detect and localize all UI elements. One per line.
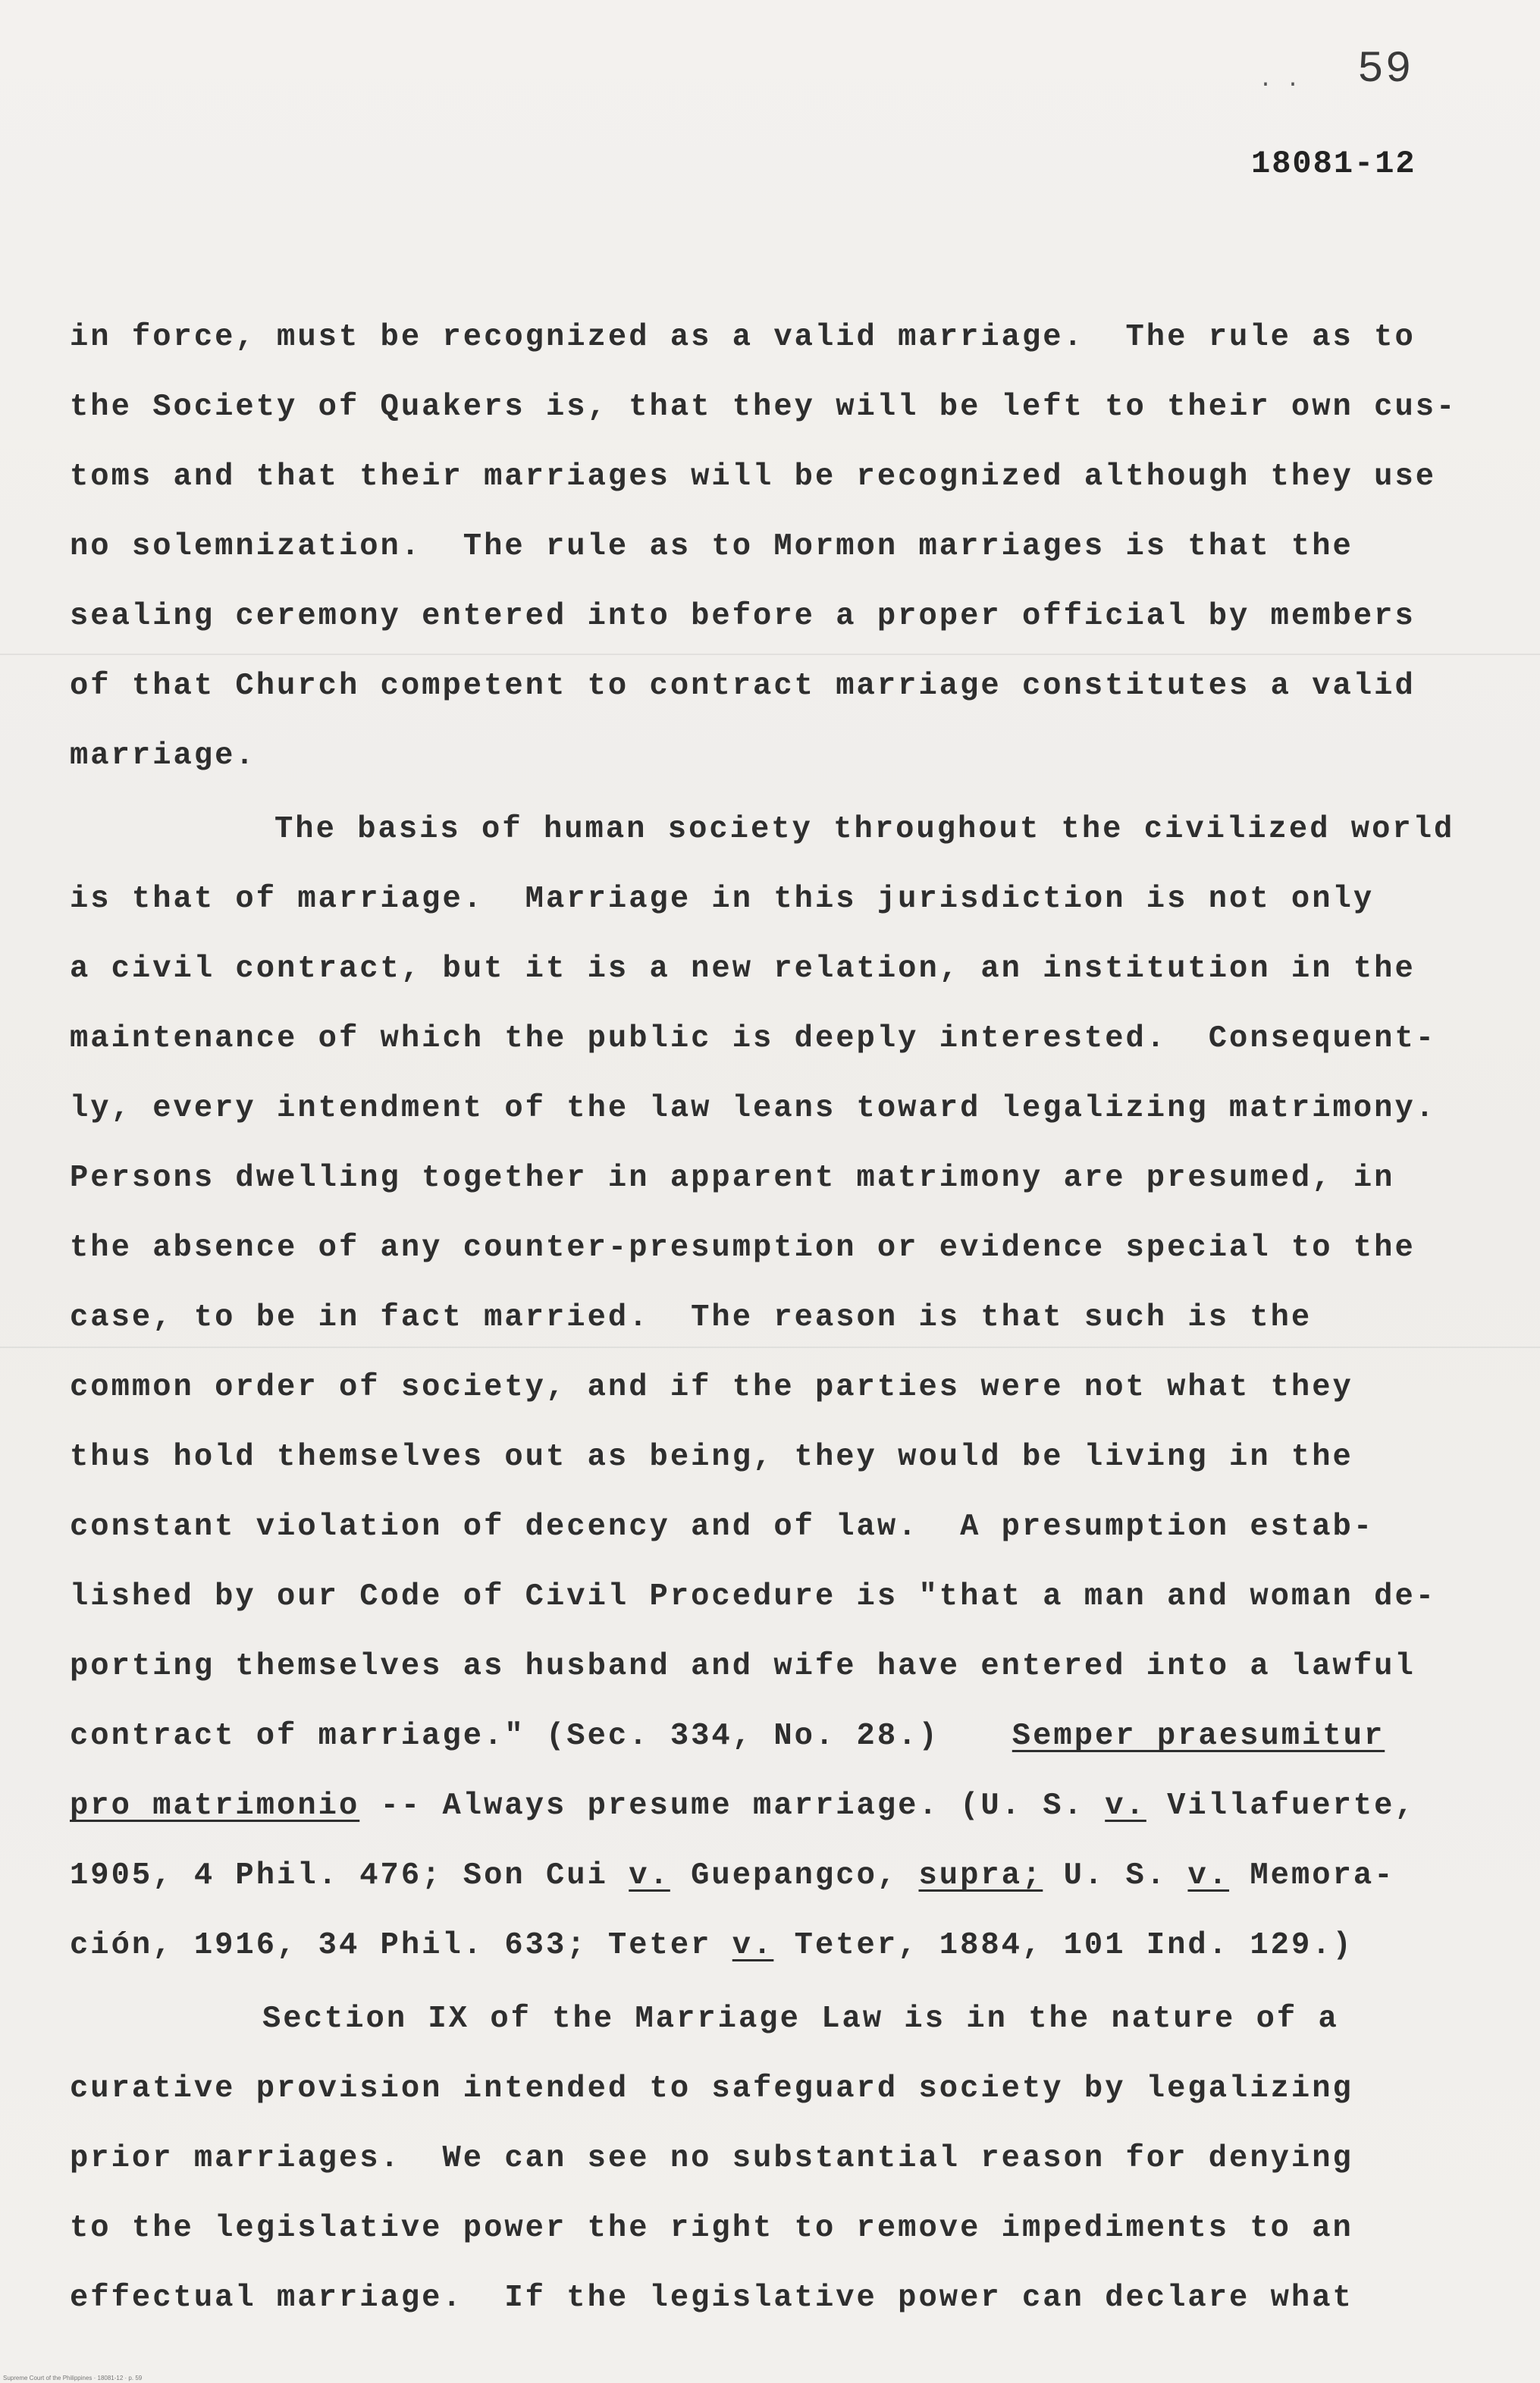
scan-footer-tag: Supreme Court of the Philippines · 18081-12 · p. 59: [3, 2375, 143, 2381]
latin-maxim: Semper praesumitur: [1012, 1719, 1385, 1754]
text-line: The basis of human society throughout the civilized world: [274, 812, 1455, 847]
text-line: toms and that their marriages will be recognized although they use: [70, 459, 1437, 494]
text-segment: Villafuerte,: [1146, 1789, 1416, 1823]
document-number: 18081-12: [1251, 146, 1416, 182]
text-line: is that of marriage. Marriage in this jurisdiction is not only: [70, 882, 1375, 917]
latin-maxim-continued: pro matrimonio: [70, 1789, 360, 1823]
text-segment: ción, 1916, 34 Phil. 633; Teter: [70, 1928, 732, 1963]
text-line: Persons dwelling together in apparent matrimony are presumed, in: [70, 1161, 1395, 1196]
text-line: [70, 1858, 1395, 1893]
text-line: the Society of Quakers is, that they will be left to their own cus-: [70, 390, 1457, 425]
text-line: [70, 1930, 1353, 1961]
versus-abbrev: v.: [629, 1858, 670, 1893]
text-line: in force, must be recognized as a valid marriage. The rule as to: [70, 320, 1416, 355]
text-segment: 1905, 4 Phil. 476; Son Cui: [70, 1858, 629, 1893]
page-number: 59: [1357, 45, 1413, 95]
versus-abbrev: v.: [1187, 1858, 1230, 1893]
text-line: case, to be in fact married. The reason is that such is the: [70, 1300, 1313, 1335]
text-line: ly, every intendment of the law leans toward legalizing matrimony.: [70, 1091, 1437, 1126]
text-line: effectual marriage. If the legislative power can declare what: [70, 2281, 1353, 2316]
fold-line: [0, 654, 1540, 655]
text-line: porting themselves as husband and wife have entered into a lawful: [70, 1649, 1416, 1684]
text-segment: contract of marriage." (Sec. 334, No. 28.): [70, 1719, 939, 1754]
text-line: thus hold themselves out as being, they would be living in the: [70, 1440, 1353, 1475]
text-line: Section IX of the Marriage Law is in the nature of a: [262, 2002, 1339, 2037]
text-line: the absence of any counter-presumption or evidence special to the: [70, 1231, 1416, 1265]
text-segment: U. S.: [1043, 1858, 1188, 1893]
text-line: sealing ceremony entered into before a proper official by members: [70, 599, 1416, 634]
versus-abbrev: v.: [732, 1928, 774, 1963]
text-line: of that Church competent to contract marriage constitutes a valid: [70, 669, 1416, 704]
text-segment: Guepangco,: [670, 1858, 919, 1893]
text-segment: -- Always presume marriage. (U. S.: [359, 1789, 1106, 1823]
versus-abbrev: v.: [1105, 1789, 1146, 1823]
text-line: no solemnization. The rule as to Mormon marriages is that the: [70, 529, 1353, 564]
text-line: [70, 1721, 1385, 1752]
text-line: lished by our Code of Civil Procedure is "that a man and woman de-: [70, 1579, 1437, 1614]
text-line: to the legislative power the right to remove impediments to an: [70, 2211, 1353, 2246]
text-line: constant violation of decency and of law. A presumption estab-: [70, 1510, 1375, 1544]
text-segment: Memora-: [1229, 1858, 1395, 1893]
text-line: common order of society, and if the parties were not what they: [70, 1370, 1353, 1405]
text-line: a civil contract, but it is a new relation, an institution in the: [70, 952, 1416, 986]
text-line: marriage.: [70, 738, 256, 773]
text-line: maintenance of which the public is deeply interested. Consequent-: [70, 1021, 1437, 1056]
text-line: curative provision intended to safeguard society by legalizing: [70, 2071, 1353, 2106]
margin-marks: · ·: [1259, 72, 1300, 98]
text-segment: Teter, 1884, 101 Ind. 129.): [773, 1928, 1353, 1963]
text-line: [70, 1791, 1416, 1822]
supra-ref: supra;: [918, 1858, 1043, 1893]
fold-line: [0, 1347, 1540, 1348]
text-line: prior marriages. We can see no substantial reason for denying: [70, 2141, 1353, 2176]
